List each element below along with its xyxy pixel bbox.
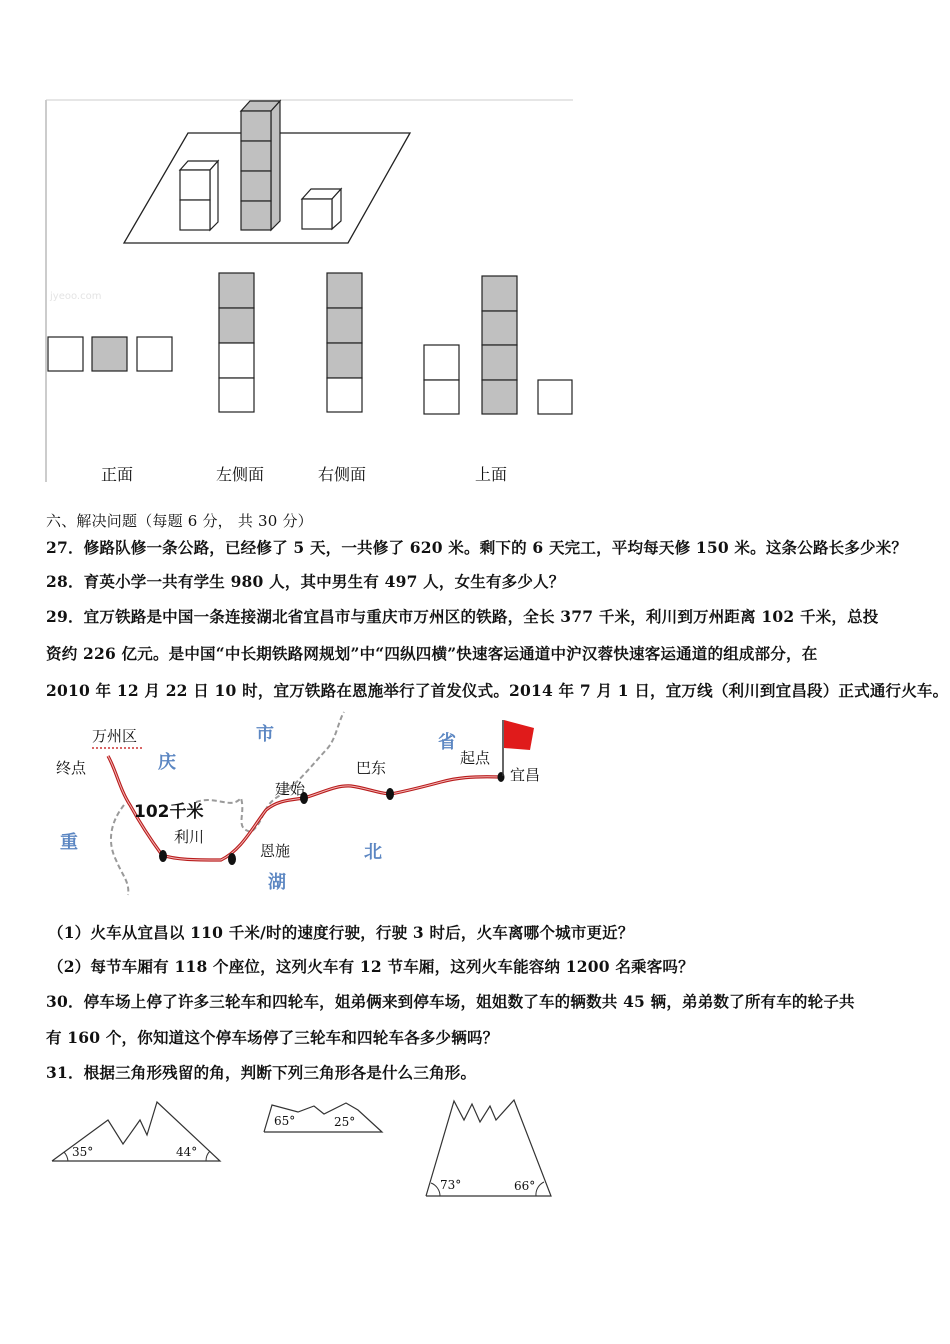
map-label-yichang: 宜昌 bbox=[510, 766, 541, 784]
map-region-bei: 北 bbox=[364, 842, 382, 863]
map-region-shi: 市 bbox=[256, 724, 274, 745]
triangle-3-left-angle: 73° bbox=[440, 1178, 462, 1192]
triangle-1-right-angle: 44° bbox=[176, 1145, 198, 1159]
map-label-badong: 巴东 bbox=[356, 759, 387, 777]
question-29-line2: 资约 226 亿元。是中国“中长期铁路网规划”中“四纵四横”快速客运通道中沪汉蓉快速客运通道的组成部分，在 bbox=[46, 644, 818, 663]
question-29-sub1: （1）火车从宜昌以 110 千米/时的速度行驶，行驶 3 时后，火车离哪个城市更近？ bbox=[48, 923, 634, 942]
map-region-hu: 湖 bbox=[268, 872, 286, 893]
triangle-2 bbox=[262, 1100, 386, 1136]
section-title: 六、解决问题（每题 6 分， 共 30 分） bbox=[46, 512, 313, 530]
question-30-line2: 有 160 个，你知道这个停车场停了三轮车和四轮车各多少辆吗？ bbox=[46, 1028, 499, 1047]
map-label-lichuan: 利川 bbox=[174, 828, 205, 846]
triangle-1 bbox=[50, 1098, 222, 1166]
cube-figure bbox=[0, 0, 600, 500]
railway-map bbox=[46, 710, 556, 900]
map-region-chong: 重 bbox=[60, 832, 78, 853]
triangle-2-left-angle: 65° bbox=[274, 1114, 296, 1128]
question-27: 27．修路队修一条公路，已经修了 5 天，一共修了 620 米。剩下的 6 天完工，平均每天修 150 米。这条公路长多少米？ bbox=[46, 538, 908, 557]
map-label-enshi: 恩施 bbox=[260, 842, 291, 860]
label-right: 右侧面 bbox=[318, 465, 367, 484]
label-left: 左侧面 bbox=[216, 465, 265, 484]
map-region-sheng: 省 bbox=[438, 732, 456, 753]
triangle-1-left-angle: 35° bbox=[72, 1145, 94, 1159]
watermark: jyeoo.com bbox=[50, 291, 102, 302]
question-29-line3: 2010 年 12 月 22 日 10 时，宜万铁路在恩施举行了首发仪式。2014 年 7 月 1 日，宜万线（利川到宜昌段）正式通行火车。 bbox=[46, 681, 949, 700]
label-top: 上面 bbox=[475, 465, 508, 484]
question-28: 28．育英小学一共有学生 980 人，其中男生有 497 人，女生有多少人？ bbox=[46, 572, 565, 591]
question-29-line1: 29．宜万铁路是中国一条连接湖北省宜昌市与重庆市万州区的铁路，全长 377 千米，利川到万州距离 102 千米，总投 bbox=[46, 607, 879, 626]
cube-figure-drawing bbox=[0, 0, 600, 500]
map-label-wanzhou: 万州区 bbox=[92, 727, 138, 745]
triangle-3-right-angle: 66° bbox=[514, 1179, 536, 1193]
question-31: 31．根据三角形残留的角，判断下列三角形各是什么三角形。 bbox=[46, 1063, 477, 1082]
map-label-distance: 102千米 bbox=[134, 802, 204, 822]
triangle-2-right-angle: 25° bbox=[334, 1115, 356, 1129]
question-30-line1: 30．停车场上停了许多三轮车和四轮车，姐弟俩来到停车场，姐姐数了车的辆数共 45 辆，弟弟数了所有车的轮子共 bbox=[46, 992, 855, 1011]
question-29-sub2: （2）每节车厢有 118 个座位，这列火车有 12 节车厢，这列火车能容纳 1200 名乘客吗？ bbox=[48, 957, 694, 976]
map-label-start: 起点 bbox=[460, 749, 491, 767]
map-region-qing: 庆 bbox=[158, 752, 176, 773]
map-label-jianshi: 建始 bbox=[275, 780, 306, 798]
map-label-end: 终点 bbox=[56, 759, 87, 777]
label-front: 正面 bbox=[101, 465, 134, 484]
triangle-3 bbox=[424, 1096, 554, 1200]
